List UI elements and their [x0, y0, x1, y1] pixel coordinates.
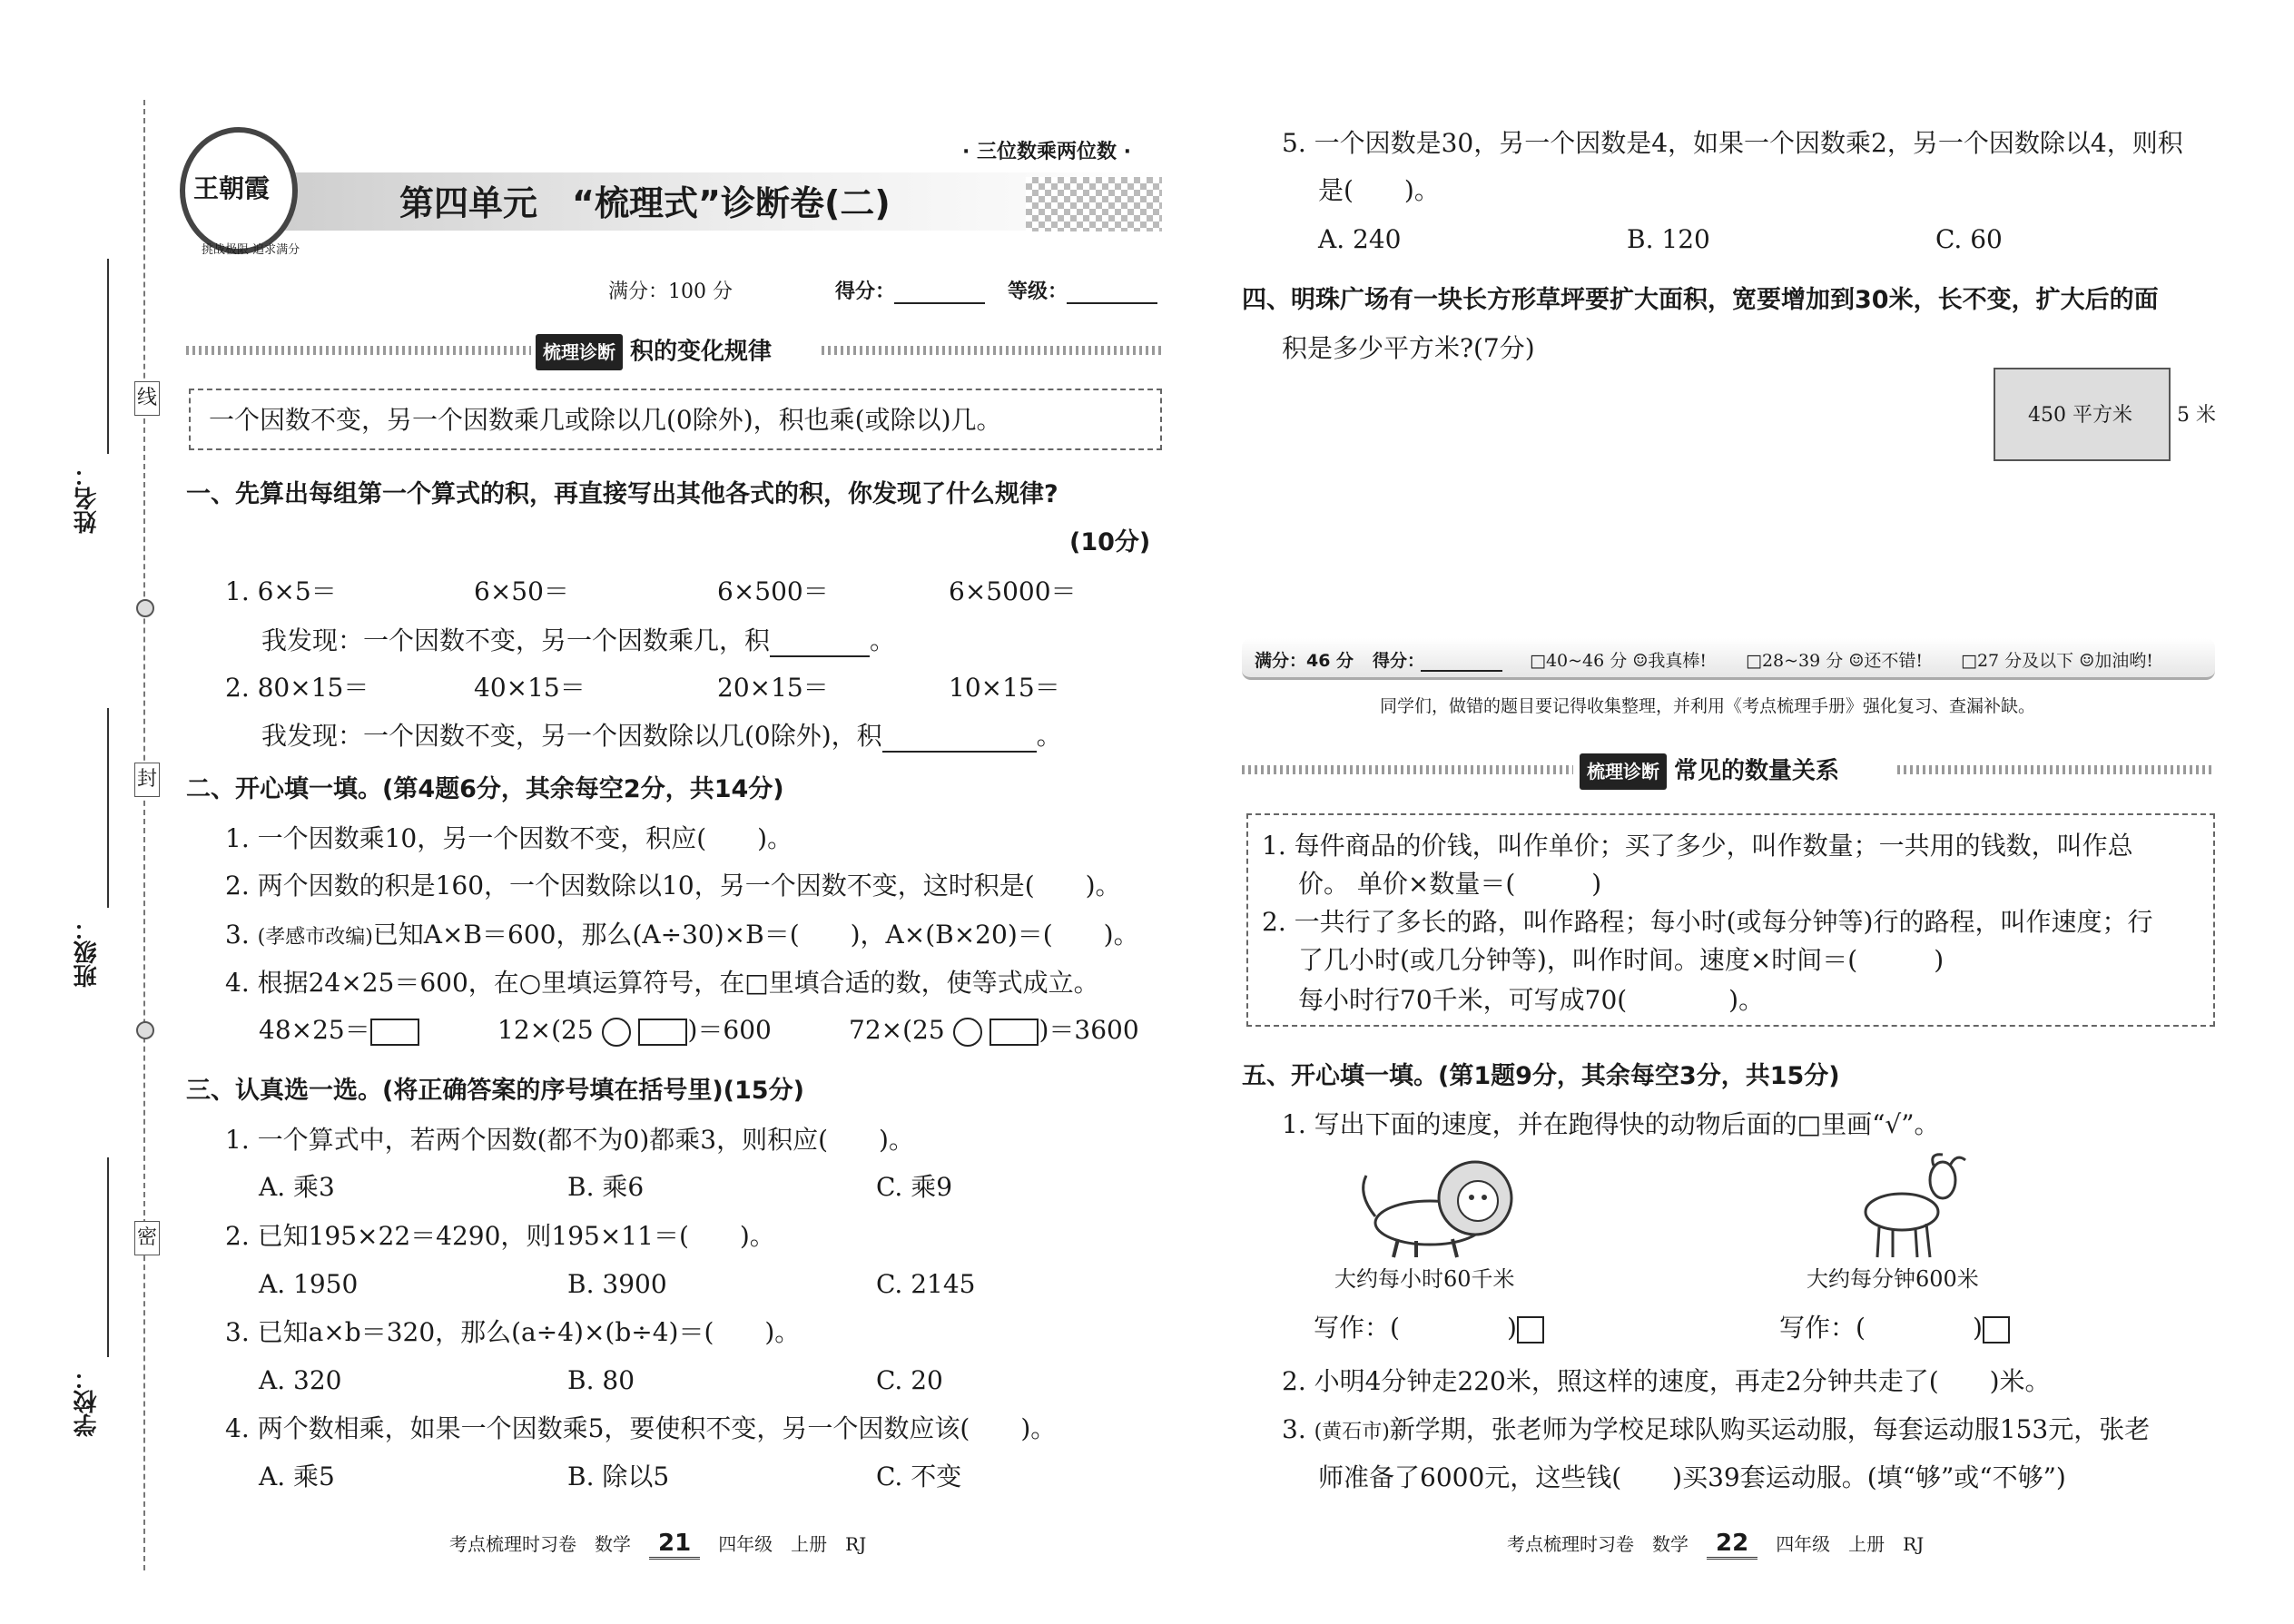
question-title: 三、认真选一选。(将正确答案的序号填在括号里)(15分) [186, 1077, 804, 1105]
option: C. 乘9 [876, 1172, 953, 1202]
rating-option[interactable]: □28~39 分 ☺还不错! [1746, 651, 1923, 671]
checker-pattern [1026, 177, 1162, 231]
option: A. 乘5 [259, 1462, 335, 1491]
binding-dot-icon [136, 599, 154, 617]
choice-question: 4. 两个数相乘，如果一个因数乘5，要使积不变，另一个因数应该( )。 [225, 1413, 1057, 1443]
cut-line-mark: 线 [134, 381, 160, 416]
goat-speed: 大约每分钟600米 [1807, 1266, 1979, 1292]
check-box[interactable] [1983, 1316, 2010, 1343]
finding-line: 我发现：一个因数不变，另一个因数乘几，积 。 [261, 625, 896, 655]
lion-speed: 大约每小时60千米 [1334, 1266, 1515, 1292]
section-title: 常见的数量关系 [1674, 757, 1840, 785]
option: B. 乘6 [567, 1172, 645, 1202]
name-field[interactable] [107, 259, 109, 454]
goat-illustration [1843, 1153, 1979, 1262]
relation-text: 每小时行70千米，可写成70( )。 [1298, 985, 1765, 1015]
section-header [1580, 753, 1839, 790]
option: C. 不变 [876, 1462, 962, 1491]
check-box[interactable] [1517, 1316, 1544, 1343]
question-item: 4. 根据24×25＝600，在○里填运算符号，在□里填合适的数，使等式成立。 [225, 968, 1099, 998]
relation-text: 1. 每件商品的价钱，叫作单价；买了多少，叫作数量；一共用的钱数，叫作总 [1262, 831, 2133, 861]
answer-box[interactable] [638, 1019, 687, 1046]
class-field[interactable] [107, 708, 109, 908]
option: C. 60 [1935, 224, 2003, 254]
choice-question: 1. 一个算式中，若两个因数(都不为0)都乘3，则积应( )。 [225, 1125, 914, 1155]
full-score-label: 满分：100 分 [608, 281, 733, 303]
expr: 6×500＝ [717, 576, 829, 606]
divider [186, 346, 531, 355]
option: A. 1950 [259, 1269, 359, 1299]
logo-tagline: 挑战极限 追求满分 [202, 243, 300, 257]
question-title-cont: 积是多少平方米?(7分) [1282, 333, 1535, 363]
option: A. 240 [1318, 224, 1402, 254]
area-label: 450 平方米 [2028, 404, 2132, 427]
rule-text: 一个因数不变，另一个因数乘几或除以几(0除外)，积也乘(或除以)几。 [209, 405, 1002, 435]
expr: 10×15＝ [949, 673, 1060, 703]
review-note: 同学们，做错的题目要记得收集整理，并利用《考点梳理手册》强化复习、查漏补缺。 [1380, 696, 2036, 716]
equation: 12×(25 )＝600 [497, 1015, 772, 1045]
score-label: 得分： [835, 281, 896, 303]
option: B. 3900 [567, 1269, 667, 1299]
choice-question: 3. 已知a×b＝320，那么(a÷4)×(b÷4)＝( )。 [225, 1317, 801, 1347]
answer-box[interactable] [989, 1019, 1039, 1046]
school-field[interactable] [107, 1157, 109, 1357]
logo-text: 王朝霞 [193, 173, 271, 203]
question-title: 二、开心填一填。(第4题6分，其余每空2分，共14分) [186, 775, 784, 803]
equation: 72×(25 )＝3600 [849, 1015, 1139, 1045]
question-title: 五、开心填一填。(第1题9分，其余每空3分，共15分) [1242, 1062, 1840, 1090]
expr: 40×15＝ [474, 673, 586, 703]
answer-box[interactable] [370, 1019, 419, 1046]
rating-option[interactable]: □27 分及以下 ☺加油哟! [1961, 651, 2153, 671]
section-title: 积的变化规律 [630, 338, 773, 366]
option: B. 80 [567, 1365, 635, 1395]
section-tag: 梳理诊断 [536, 334, 623, 370]
rating-option[interactable]: □40~46 分 ☺我真棒! [1530, 651, 1707, 671]
score-field[interactable] [1421, 670, 1502, 672]
question-item: 2. 两个因数的积是160，一个因数除以10，另一个因数不变，这时积是( )。 [225, 871, 1121, 901]
page-footer: 考点梳理时习卷 数学 21 四年级 上册 RJ [449, 1530, 866, 1560]
choice-question: 2. 已知195×22＝4290，则195×11＝( )。 [225, 1221, 775, 1251]
binding-dot-icon [136, 1021, 154, 1039]
relation-text: 了几小时(或几分钟等)，叫作时间。速度×时间＝( ) [1298, 945, 1944, 975]
answer-blank[interactable] [882, 725, 1037, 753]
question-item: 3. (黄石市)新学期，张老师为学校足球队购买运动服，每套运动服153元，张老 [1282, 1414, 2151, 1444]
smiley-icon: ☺ [1848, 651, 1865, 671]
lion-illustration [1353, 1157, 1525, 1262]
divider [1242, 765, 1573, 774]
page-footer: 考点梳理时习卷 数学 22 四年级 上册 RJ [1507, 1530, 1924, 1560]
answer-blank[interactable] [770, 630, 870, 657]
divider [1897, 765, 2215, 774]
operator-circle[interactable] [602, 1018, 631, 1047]
option: A. 乘3 [259, 1172, 335, 1202]
source-note: (黄石市) [1314, 1421, 1390, 1443]
smiley-icon: ☺ [1632, 651, 1649, 671]
question-item: 3. (孝感市改编)已知A×B＝600，那么(A÷30)×B＝( )，A×(B×20)＝( )。 [225, 920, 1139, 950]
page-title: 第四单元 “梳理式”诊断卷(二) [399, 183, 891, 223]
option: A. 320 [259, 1365, 342, 1395]
choice-question-cont: 是( )。 [1318, 175, 1440, 205]
unit-subtitle: · 三位数乘两位数 · [962, 141, 1132, 163]
choice-question: 5. 一个因数是30，另一个因数是4，如果一个因数乘2，另一个因数除以4，则积 [1282, 128, 2183, 158]
score-field[interactable] [894, 302, 985, 304]
section-tag: 梳理诊断 [1580, 753, 1667, 790]
expr: 2. 80×15＝ [225, 673, 369, 703]
expr: 6×50＝ [474, 576, 569, 606]
divider [822, 346, 1162, 355]
option: B. 120 [1627, 224, 1710, 254]
question-item: 2. 小明4分钟走220米，照这样的速度，再走2分钟共走了( )米。 [1282, 1366, 2051, 1396]
points: (10分) [1069, 528, 1151, 556]
binding-margin [143, 100, 145, 1570]
question-title: 一、先算出每组第一个算式的积，再直接写出其他各式的积，你发现了什么规律? [186, 480, 1058, 508]
relation-text: 价。 单价×数量＝( ) [1298, 869, 1602, 899]
grade-label: 等级： [1008, 281, 1068, 303]
cut-secret-mark: 密 [134, 1221, 160, 1255]
write-line: 写作：( ) [1314, 1312, 1544, 1344]
score-label: 得分： [1373, 651, 1425, 671]
option: C. 20 [876, 1365, 943, 1395]
write-line: 写作：( ) [1779, 1312, 2010, 1344]
relation-text: 2. 一共行了多长的路，叫作路程；每小时(或每分钟等)行的路程，叫作速度；行 [1262, 907, 2153, 937]
question-item-cont: 师准备了6000元，这些钱( )买39套运动服。(填“够”或“不够”) [1318, 1462, 2066, 1492]
class-label: 班级： [74, 917, 101, 988]
expr: 1. 6×5＝ [225, 576, 337, 606]
section-header [536, 334, 772, 370]
expr: 6×5000＝ [949, 576, 1077, 606]
width-label: 5 米 [2177, 404, 2216, 427]
grade-field[interactable] [1067, 302, 1157, 304]
question-item: 1. 一个因数乘10，另一个因数不变，积应( )。 [225, 823, 793, 853]
smiley-icon: ☺ [2079, 651, 2095, 671]
page-number: 22 [1707, 1530, 1757, 1560]
source-note: (孝感市改编) [257, 926, 373, 949]
page-number: 21 [649, 1530, 700, 1560]
expr: 20×15＝ [717, 673, 829, 703]
school-label: 学校： [74, 1366, 101, 1437]
name-label: 姓名： [74, 463, 101, 534]
full-score-label: 满分：46 分 [1255, 651, 1354, 671]
option: C. 2145 [876, 1269, 976, 1299]
question-title: 四、明珠广场有一块长方形草坪要扩大面积，宽要增加到30米，长不变，扩大后的面 [1242, 286, 2159, 314]
cut-seal-mark: 封 [134, 763, 160, 797]
finding-line: 我发现：一个因数不变，另一个因数除以几(0除外)，积 。 [261, 721, 1062, 751]
option: B. 除以5 [567, 1462, 670, 1491]
question-item: 1. 写出下面的速度，并在跑得快的动物后面的□里画“√”。 [1282, 1109, 1940, 1139]
operator-circle[interactable] [953, 1018, 982, 1047]
equation: 48×25＝ [259, 1014, 419, 1047]
